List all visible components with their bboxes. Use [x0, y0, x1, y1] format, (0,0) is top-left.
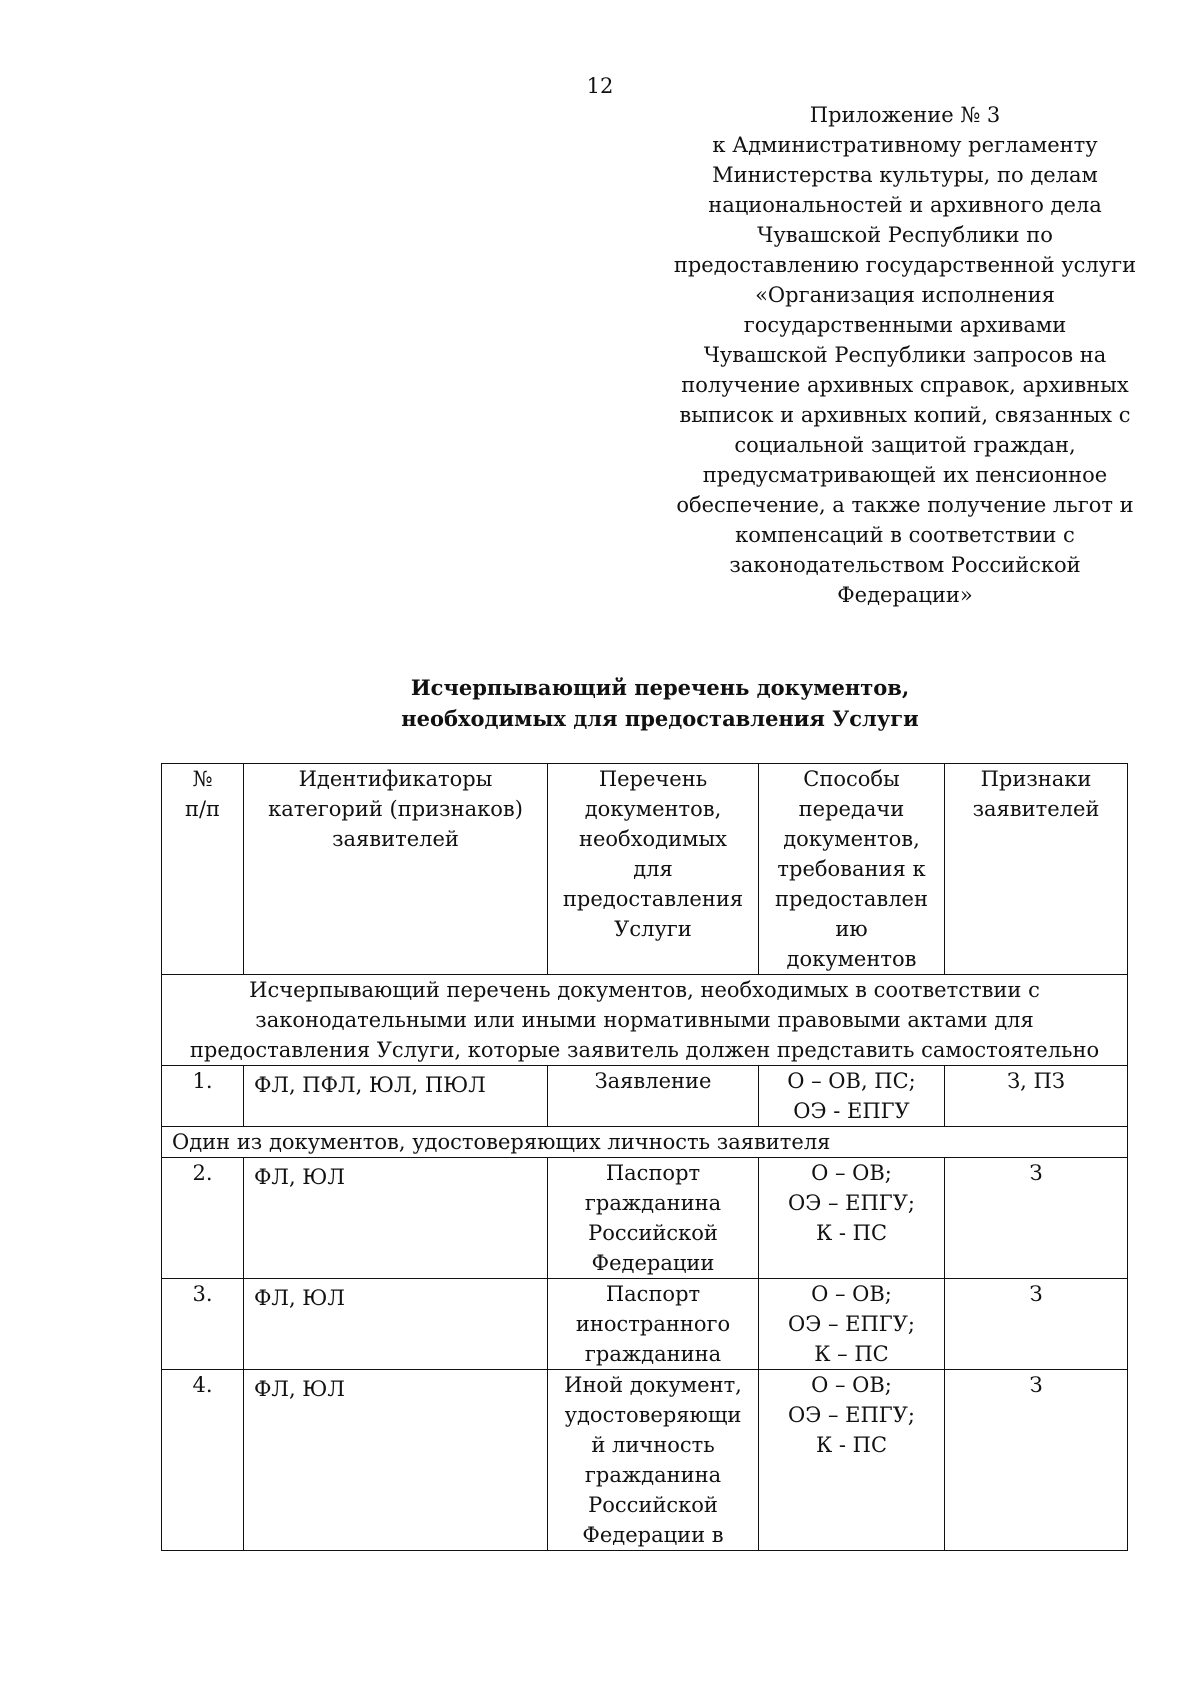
header-num: [162, 764, 244, 975]
cell-text-line: заявителей: [972, 797, 1100, 821]
cell-text-line: Идентификаторы: [298, 767, 493, 791]
cell-text-line: документов,: [584, 797, 722, 821]
cell-text-line: передачи: [798, 797, 905, 821]
cell-text-line: Исчерпывающий перечень документов, необходимых в соответствии с: [249, 978, 1040, 1002]
appendix-line: компенсаций в соответствии с: [735, 523, 1075, 547]
cell-text-line: предоставлен: [775, 887, 928, 911]
cell-text-line: ОЭ – ЕПГУ;: [788, 1191, 915, 1215]
page-number: 12: [586, 74, 614, 98]
cell-text-line: Российской: [588, 1221, 718, 1245]
appendix-line: социальной защитой граждан,: [734, 433, 1076, 457]
cell-text-line: категорий (признаков): [268, 797, 523, 821]
cell-text-line: О – ОВ;: [811, 1373, 892, 1397]
cell-text-line: ОЭ – ЕПГУ;: [788, 1312, 915, 1336]
table-row: [162, 1066, 1128, 1127]
cell-text-line: документов: [786, 947, 917, 971]
row-methods: [759, 1158, 945, 1279]
cell-text-line: требования к: [777, 857, 926, 881]
cell-text-line: Российской: [588, 1493, 718, 1517]
section-heading: [162, 975, 1128, 1066]
row-number: 1.: [162, 1066, 244, 1127]
documents-table: [161, 763, 1128, 1551]
row-methods: [759, 1279, 945, 1370]
cell-text-line: гражданина: [584, 1191, 722, 1215]
row-number: 4.: [162, 1370, 244, 1551]
row-methods: [759, 1370, 945, 1551]
appendix-line: Приложение № 3: [809, 103, 1001, 127]
appendix-line: получение архивных справок, архивных: [681, 373, 1129, 397]
document-title: [300, 672, 1020, 734]
row-identifiers: ФЛ, ЮЛ: [244, 1279, 548, 1370]
appendix-line: Чувашской Республики запросов на: [703, 343, 1107, 367]
cell-text-line: й личность: [591, 1433, 715, 1457]
header-identifiers: [244, 764, 548, 975]
row-number: 2.: [162, 1158, 244, 1279]
cell-text-line: К – ПС: [814, 1342, 889, 1366]
appendix-header: [655, 100, 1155, 610]
cell-text-line: ОЭ – ЕПГУ;: [788, 1403, 915, 1427]
cell-text-line: Федерации: [591, 1251, 715, 1275]
cell-text-line: О – ОВ;: [811, 1161, 892, 1185]
appendix-line: государственными архивами: [743, 313, 1067, 337]
row-signs: З, ПЗ: [945, 1066, 1128, 1127]
row-documents: [548, 1158, 759, 1279]
header-methods: [759, 764, 945, 975]
cell-text-line: Способы: [803, 767, 900, 791]
subsection-row: [162, 1127, 1128, 1158]
row-identifiers: ФЛ, ПФЛ, ЮЛ, ПЮЛ: [244, 1066, 548, 1127]
appendix-line: национальностей и архивного дела: [708, 193, 1102, 217]
row-signs: З: [945, 1279, 1128, 1370]
table-header-row: [162, 764, 1128, 975]
row-identifiers: ФЛ, ЮЛ: [244, 1370, 548, 1551]
cell-text-line: К - ПС: [815, 1433, 888, 1457]
appendix-line: «Организация исполнения: [755, 283, 1055, 307]
cell-text-line: ОЭ - ЕПГУ: [793, 1099, 910, 1123]
title-line: необходимых для предоставления Услуги: [401, 706, 919, 731]
cell-text-line: необходимых: [578, 827, 727, 851]
appendix-line: обеспечение, а также получение льгот и: [676, 493, 1134, 517]
cell-text-line: №: [192, 767, 213, 791]
appendix-line: Чувашской Республики по: [757, 223, 1053, 247]
cell-text-line: Перечень: [598, 767, 708, 791]
appendix-line: Министерства культуры, по делам: [712, 163, 1098, 187]
header-documents: [548, 764, 759, 975]
appendix-line: предоставлению государственной услуги: [673, 253, 1137, 277]
cell-text-line: заявителей: [332, 827, 459, 851]
cell-text-line: документов,: [783, 827, 920, 851]
row-signs: З: [945, 1158, 1128, 1279]
appendix-line: законодательством Российской: [729, 553, 1081, 577]
cell-text-line: предоставления Услуги, которые заявитель должен представить самостоятельно: [189, 1038, 1100, 1062]
cell-text-line: Федерации в: [582, 1523, 724, 1547]
appendix-line: к Административному регламенту: [712, 133, 1098, 157]
cell-text-line: О – ОВ, ПС;: [787, 1069, 916, 1093]
cell-text-line: гражданина: [584, 1342, 722, 1366]
cell-text-line: для: [633, 857, 673, 881]
section-row: [162, 975, 1128, 1066]
cell-text-line: Признаки: [980, 767, 1092, 791]
appendix-line: предусматривающей их пенсионное: [702, 463, 1108, 487]
cell-text-line: удостоверяющи: [564, 1403, 742, 1427]
row-documents: [548, 1370, 759, 1551]
cell-text-line: ию: [835, 917, 868, 941]
cell-text-line: предоставления: [562, 887, 744, 911]
subsection-heading: Один из документов, удостоверяющих личность заявителя: [162, 1127, 1128, 1158]
cell-text-line: п/п: [184, 797, 221, 821]
title-line: Исчерпывающий перечень документов,: [410, 675, 910, 700]
cell-text-line: Паспорт: [605, 1161, 701, 1185]
header-signs: [945, 764, 1128, 975]
row-documents: [548, 1279, 759, 1370]
appendix-line: Федерации»: [837, 583, 973, 607]
table-row: [162, 1279, 1128, 1370]
cell-text-line: законодательными или иными нормативными правовыми актами для: [255, 1008, 1034, 1032]
row-identifiers: ФЛ, ЮЛ: [244, 1158, 548, 1279]
table-row: [162, 1158, 1128, 1279]
table-row: [162, 1370, 1128, 1551]
cell-text-line: Заявление: [594, 1069, 712, 1093]
cell-text-line: гражданина: [584, 1463, 722, 1487]
cell-text-line: К - ПС: [815, 1221, 888, 1245]
row-signs: З: [945, 1370, 1128, 1551]
appendix-line: выписок и архивных копий, связанных с: [679, 403, 1131, 427]
cell-text-line: О – ОВ;: [811, 1282, 892, 1306]
row-methods: [759, 1066, 945, 1127]
cell-text-line: Паспорт: [605, 1282, 701, 1306]
cell-text-line: Услуги: [614, 917, 692, 941]
row-number: 3.: [162, 1279, 244, 1370]
cell-text-line: Иной документ,: [564, 1373, 742, 1397]
row-documents: [548, 1066, 759, 1127]
cell-text-line: иностранного: [575, 1312, 731, 1336]
